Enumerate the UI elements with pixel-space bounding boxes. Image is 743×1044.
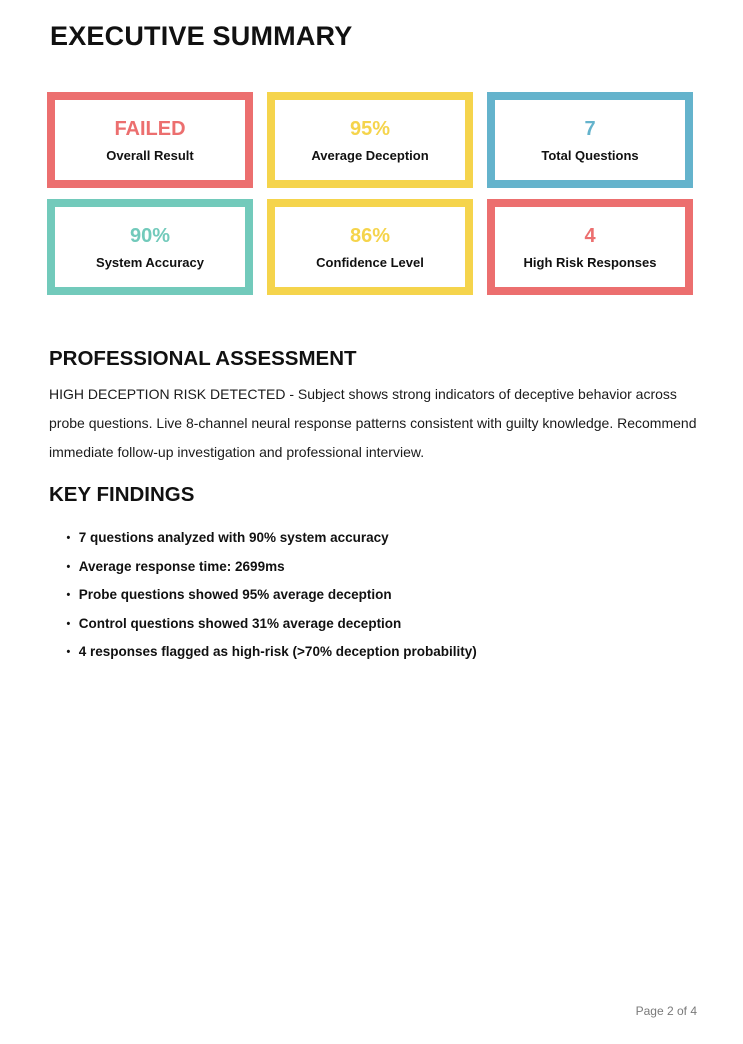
stat-value: 86% <box>349 224 391 247</box>
stat-card-overall-result <box>47 92 253 188</box>
finding-item <box>66 524 743 553</box>
bullet-icon: • <box>66 617 71 630</box>
bullet-icon: • <box>66 531 71 544</box>
finding-item <box>66 610 743 639</box>
stat-label: System Accuracy <box>96 254 204 270</box>
finding-text: 4 responses flagged as high-risk (>70% deception probability) <box>78 644 477 659</box>
bullet-icon: • <box>66 588 71 601</box>
stat-card-total-questions <box>487 92 693 188</box>
stat-card-high-risk-responses <box>487 199 693 295</box>
finding-item <box>66 581 743 610</box>
finding-item <box>66 553 743 582</box>
findings-heading: KEY FINDINGS <box>49 483 195 506</box>
findings-list <box>0 524 743 667</box>
stat-card-confidence-level <box>267 199 473 295</box>
page-title: EXECUTIVE SUMMARY <box>50 21 353 51</box>
stat-card-system-accuracy <box>47 199 253 295</box>
assessment-body: HIGH DECEPTION RISK DETECTED - Subject shows strong indicators of deceptive behavior across probe questions. Live 8-channel neural response patterns consistent with guilty knowledge. Recommend immediate follow-up investigation and professional interview. <box>49 386 697 460</box>
stat-card-average-deception <box>267 92 473 188</box>
stat-value: 90% <box>129 224 171 247</box>
finding-text: Control questions showed 31% average deception <box>78 615 402 631</box>
stat-label: Total Questions <box>541 147 639 163</box>
stat-label: High Risk Responses <box>523 254 657 270</box>
stat-label: Overall Result <box>106 147 194 163</box>
assessment-heading: PROFESSIONAL ASSESSMENT <box>49 347 357 370</box>
stat-label: Confidence Level <box>316 254 424 270</box>
finding-text: Probe questions showed 95% average deception <box>78 587 392 602</box>
stat-label: Average Deception <box>311 147 429 163</box>
stat-value: 4 <box>584 224 596 247</box>
finding-text: 7 questions analyzed with 90% system accuracy <box>78 530 389 545</box>
stat-value: FAILED <box>114 117 186 140</box>
stat-value: 7 <box>584 117 596 140</box>
stat-cards-grid <box>47 92 696 295</box>
stat-value: 95% <box>349 117 391 140</box>
finding-text: Average response time: 2699ms <box>78 558 285 574</box>
page-number: Page 2 of 4 <box>635 1004 697 1018</box>
bullet-icon: • <box>66 560 71 573</box>
finding-item <box>66 638 743 667</box>
bullet-icon: • <box>66 645 71 658</box>
